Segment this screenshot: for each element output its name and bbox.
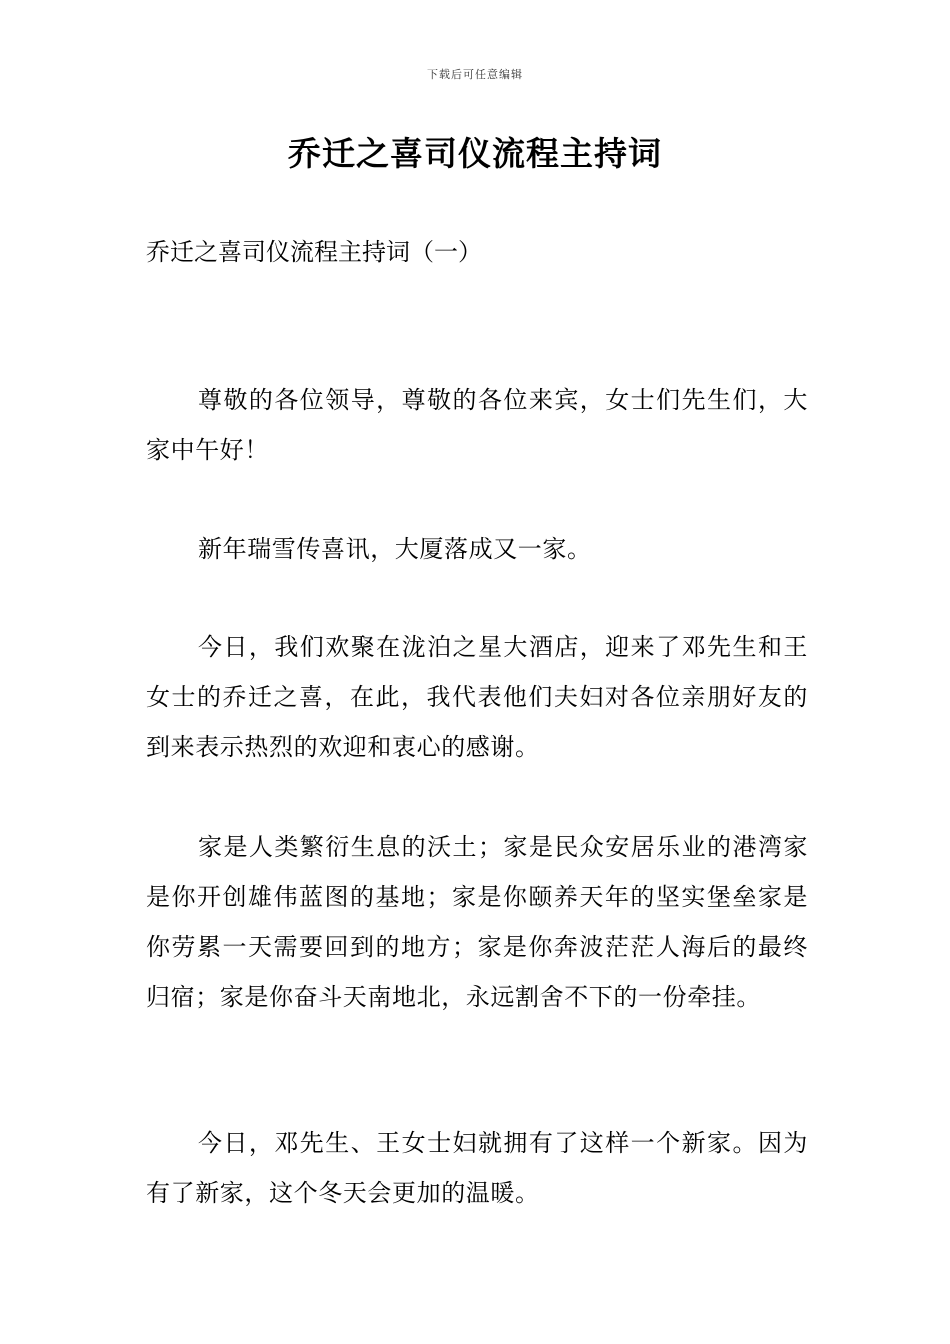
paragraph-home: 家是人类繁衍生息的沃土；家是民众安居乐业的港湾家是你开创雄伟蓝图的基地；家是你颐养天年的坚实堡垒家是你劳累一天需要回到的地方；家是你奔波茫茫人海后的最终归宿；家是你奋斗天南地北，永远割舍不下的一份牵挂。 [146, 833, 808, 1011]
document-subtitle: 乔迁之喜司仪流程主持词（一） [146, 238, 482, 266]
paragraph-couplet: 新年瑞雪传喜讯，大厦落成又一家。 [198, 535, 592, 563]
header-note: 下载后可任意编辑 [427, 68, 523, 81]
paragraph-welcome: 今日，我们欢聚在泷泊之星大酒店，迎来了邓先生和王女士的乔迁之喜，在此，我代表他们夫妇对各位亲朋好友的到来表示热烈的欢迎和衷心的感谢。 [146, 633, 808, 761]
paragraph-new-home: 今日，邓先生、王女士妇就拥有了这样一个新家。因为有了新家，这个冬天会更加的温暖。 [146, 1129, 808, 1207]
paragraph-greeting: 尊敬的各位领导，尊敬的各位来宾，女士们先生们，大家中午好！ [146, 386, 808, 464]
document-title: 乔迁之喜司仪流程主持词 [288, 134, 662, 173]
